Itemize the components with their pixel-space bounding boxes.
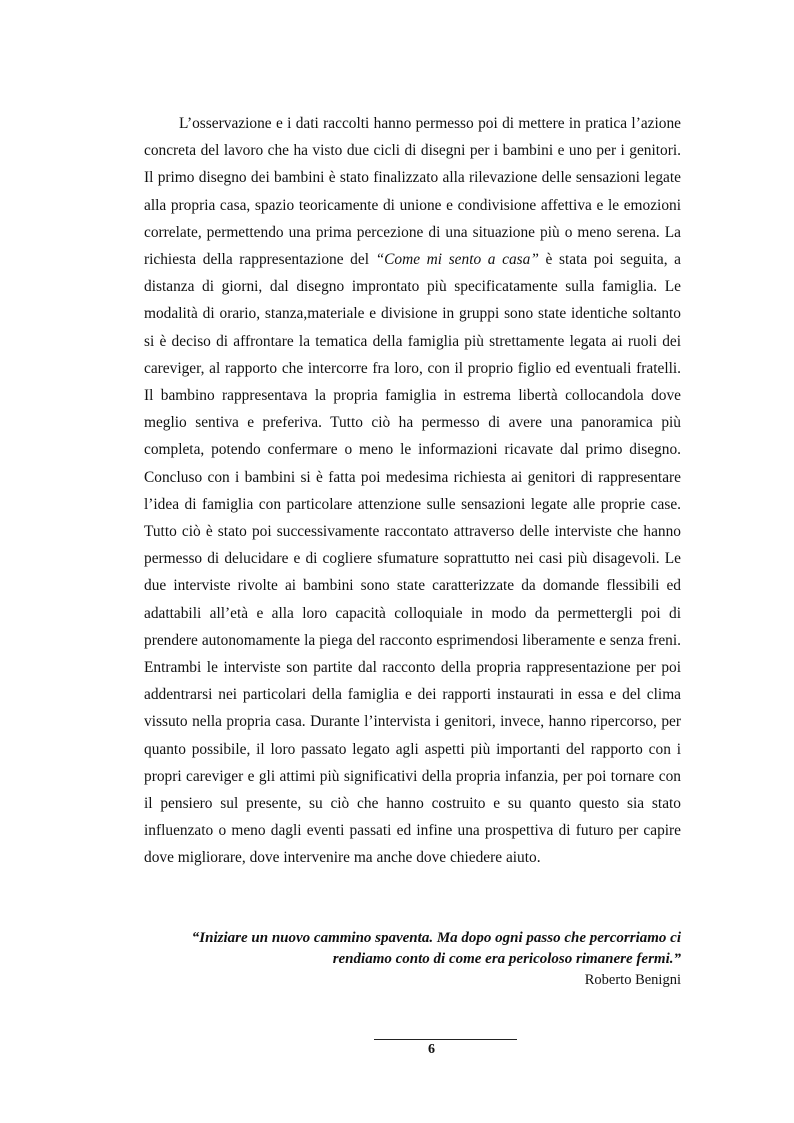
paragraph-part-2: è stata poi seguita, a distanza di giorni, dal disegno improntato più specificatamente sulla famiglia. Le modalità di orario, stanza,materiale e divisione in gruppi sono state identiche soltanto si è deciso di affrontare la tematica della famiglia più strettamente legata ai ruoli dei careviger, al rapporto che intercorre fra loro, con il proprio figlio ed eventuali fratelli. Il bambino rappresentava la propria famiglia in estrema libertà collocandola dove meglio sentiva e preferiva. Tutto ciò ha permesso di avere una panoramica più completa, potendo confermare o meno le informazioni ricavate dal primo disegno. Concluso con i bambini si è fatta poi medesima richiesta ai genitori di rappresentare l’idea di famiglia con particolare attenzione sulle sensazioni legate alle proprie case. Tutto ciò è stato poi successivamente raccontato attraverso delle interviste che hanno permesso di delucidare e di cogliere sfumature soprattutto nei casi più disagevoli. Le due interviste rivolte ai bambini sono state caratterizzate da domande flessibili ed adattabili all’età e alla loro capacità colloquiale in modo da permettergli poi di prendere autonomamente la piega del racconto esprimendosi liberamente e senza freni. Entrambi le interviste son partite dal racconto della propria rappresentazione per poi addentrarsi nei particolari della famiglia e dei rapporti instaurati in essa e del clima vissuto nella propria casa. Durante l’intervista i genitori, invece, hanno ripercorso, per quanto possibile, il loro passato legato agli aspetti più importanti del rapporto con i propri careviger e gli attimi più significativi della propria infanzia, per poi tornare con il pensiero sul presente, su ciò che hanno costruito e su quanto questo sia stato influenzato o meno dagli eventi passati ed infine una prospettiva di futuro per capire dove migliorare, dove intervenire ma anche dove chiedere aiuto. [144, 251, 681, 867]
footer-divider [374, 1039, 517, 1040]
body-text [144, 110, 681, 872]
paragraph-part-1: L’osservazione e i dati raccolti hanno permesso poi di mettere in pratica l’azione concreta del lavoro che ha visto due cicli di disegni per i bambini e uno per i genitori. Il primo disegno dei bambini è stato finalizzato alla rilevazione delle sensazioni legate alla propria casa, spazio teoricamente di unione e condivisione affettiva e le emozioni correlate, permettendo una prima percezione di una situazione più o meno serena. La richiesta della rappresentazione del [144, 115, 681, 269]
epigraph-quote [161, 928, 681, 991]
italic-drawing-title: “Come mi sento a casa” [375, 251, 539, 269]
main-paragraph [144, 110, 681, 872]
page-number: 6 [428, 1042, 435, 1057]
quote-text: “Iniziare un nuovo cammino spaventa. Ma dopo ogni passo che percorriamo ci rendiamo conto di come era pericoloso rimanere fermi.” [191, 930, 681, 967]
quote-author: Roberto Benigni [584, 972, 681, 988]
